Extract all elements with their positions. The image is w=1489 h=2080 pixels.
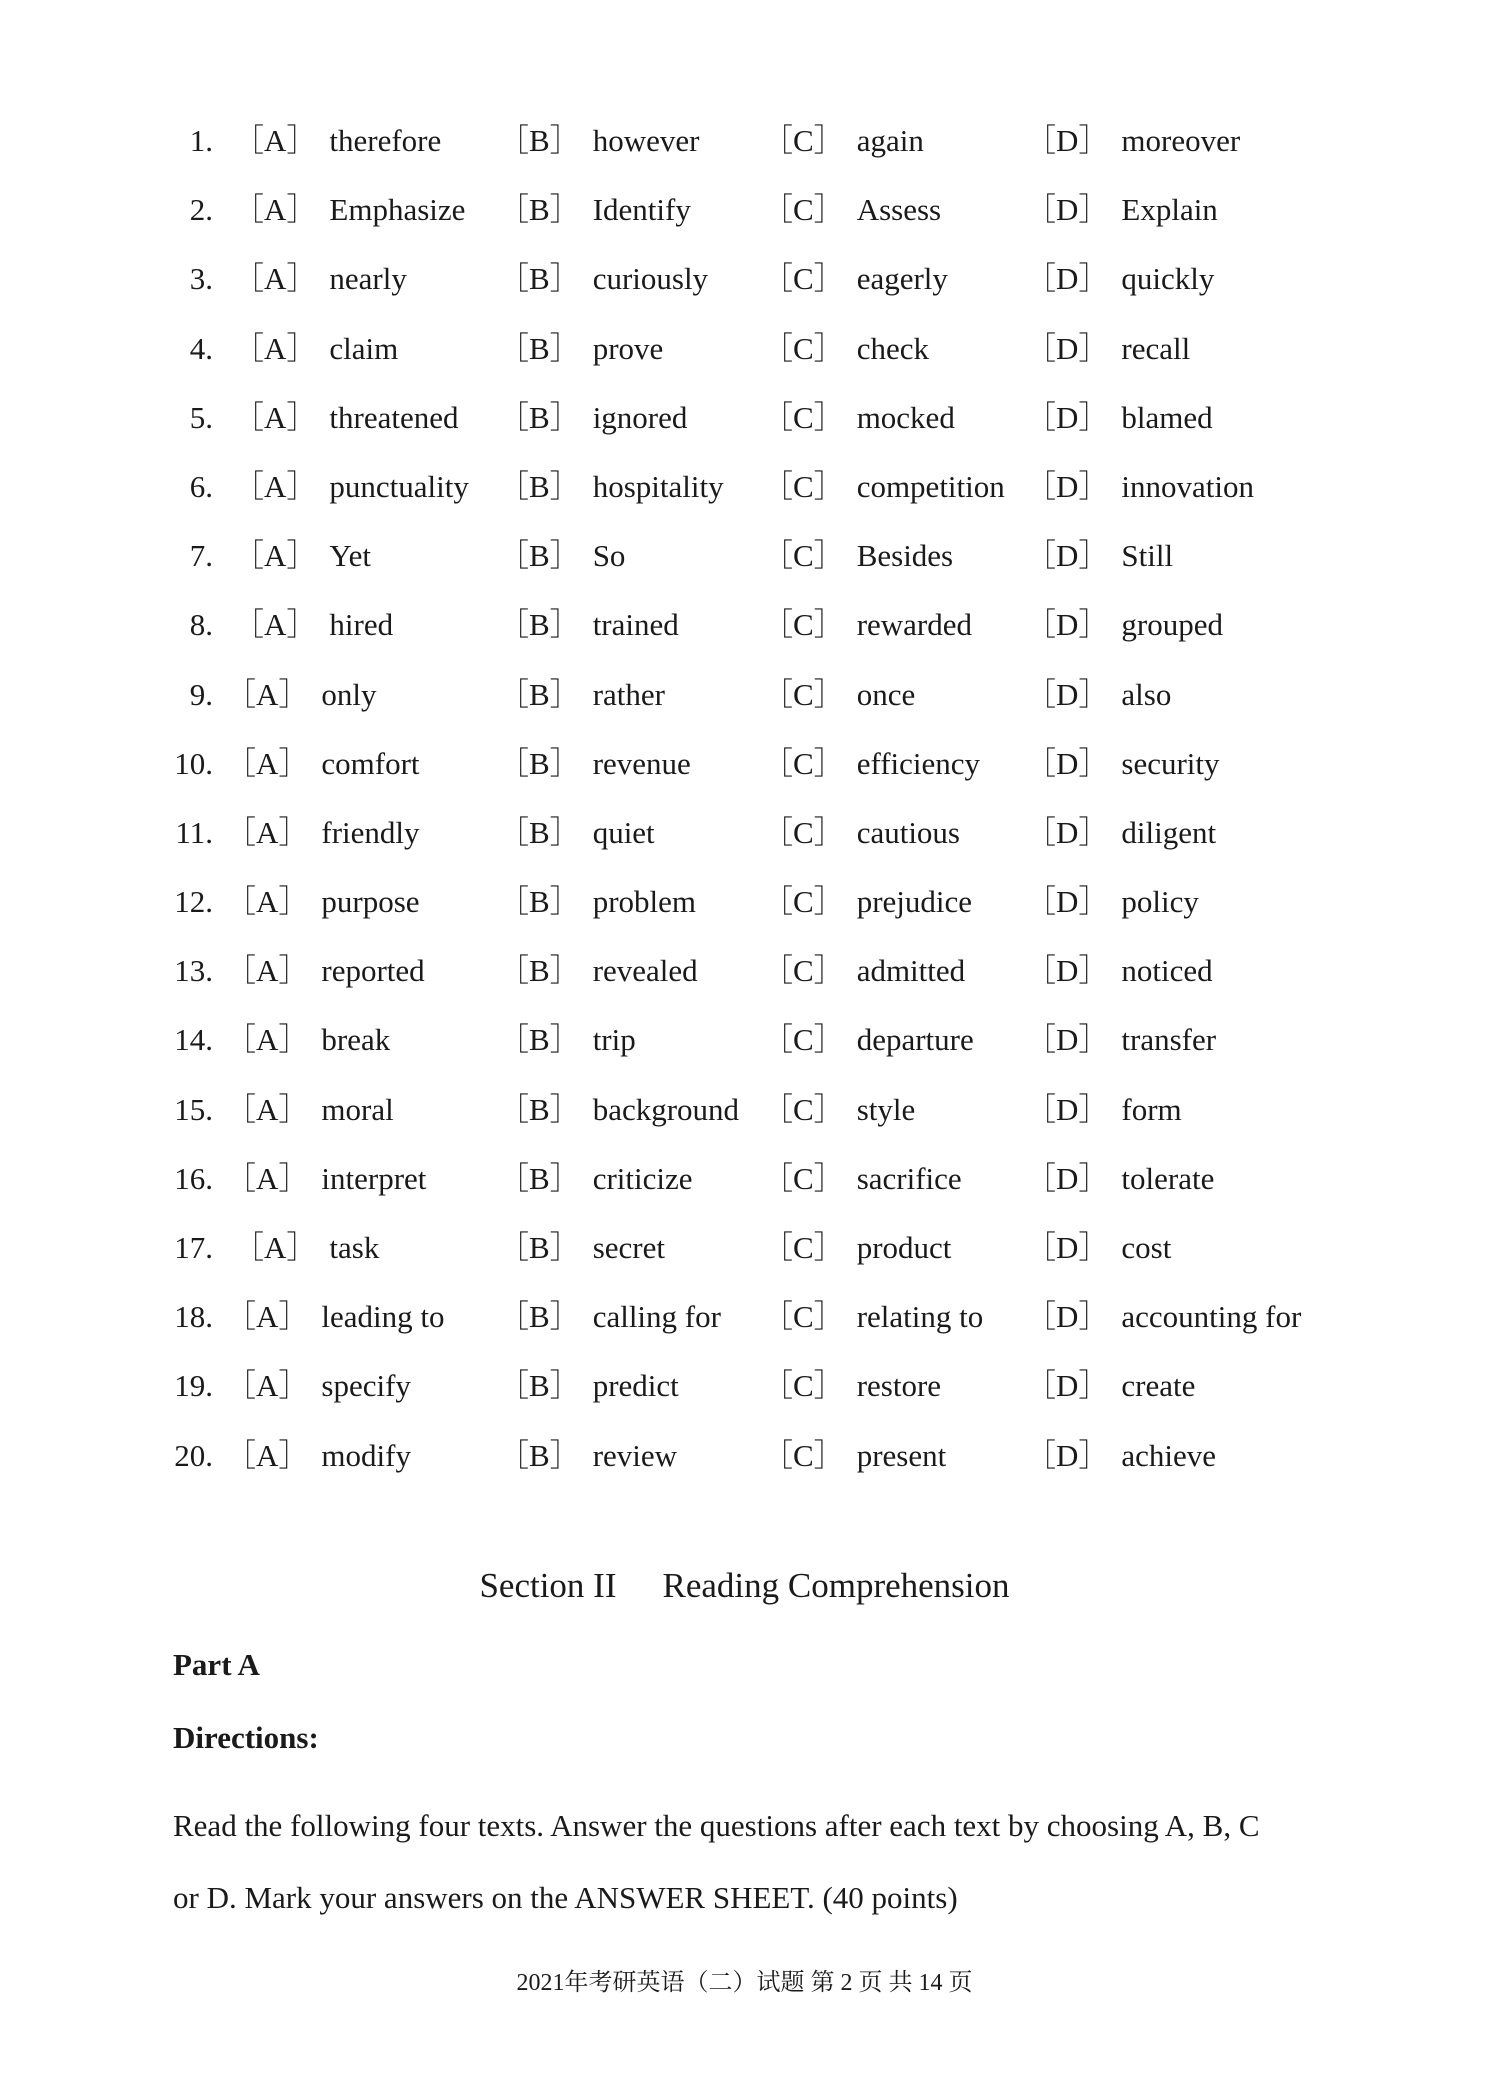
option-a [233, 182, 465, 237]
option-letter: ［C］ [762, 607, 845, 643]
option-text: friendly [321, 814, 420, 850]
option-letter: ［B］ [498, 192, 581, 228]
option-text: trained [592, 607, 679, 643]
option-letter: ［D］ [1025, 676, 1110, 712]
option-letter: ［B］ [498, 745, 581, 781]
option-a [225, 943, 425, 998]
option-text: hired [329, 607, 394, 643]
option-letter: ［A］ [233, 192, 318, 228]
option-text: curiously [592, 261, 709, 297]
option-letter: ［D］ [1025, 192, 1110, 228]
option-text: Explain [1121, 192, 1218, 228]
option-letter: ［C］ [762, 538, 845, 574]
option-text: therefore [329, 123, 442, 158]
question-number: 5. [189, 399, 213, 435]
option-text: quiet [592, 814, 655, 850]
question-row [0, 597, 1489, 666]
option-letter: ［B］ [498, 538, 581, 574]
question-row [0, 1082, 1489, 1151]
option-text: product [856, 1230, 952, 1265]
option-a [225, 805, 420, 860]
option-text: secret [592, 1230, 665, 1265]
option-text: comfort [321, 745, 420, 781]
option-text: mocked [856, 399, 955, 435]
option-a [225, 1428, 411, 1483]
option-text: style [856, 1091, 916, 1127]
option-text: efficiency [856, 745, 981, 781]
question-number: 12. [174, 884, 213, 920]
option-d [1025, 667, 1171, 722]
option-letter: ［D］ [1025, 884, 1110, 920]
option-letter: ［A］ [233, 261, 318, 297]
option-text: problem [592, 884, 696, 920]
option-letter: ［A］ [233, 607, 318, 643]
option-letter: ［C］ [762, 676, 845, 712]
section-label: Section II [479, 1566, 617, 1605]
option-a [225, 1151, 426, 1206]
option-text: rewarded [856, 607, 972, 643]
option-text: predict [592, 1368, 679, 1404]
option-letter: ［B］ [498, 468, 581, 504]
option-letter: ［B］ [498, 1368, 581, 1404]
option-letter: ［D］ [1025, 953, 1110, 989]
option-text: only [321, 676, 377, 712]
option-text: eagerly [856, 261, 948, 297]
option-text: however [592, 123, 700, 158]
section-name: Reading Comprehension [662, 1566, 1010, 1605]
option-text: quickly [1121, 261, 1215, 297]
option-text: revealed [592, 953, 698, 989]
option-text: tolerate [1121, 1160, 1215, 1196]
question-row [0, 1220, 1489, 1289]
option-letter: ［B］ [498, 123, 581, 158]
option-b [498, 667, 665, 722]
option-text: Identify [592, 192, 691, 228]
option-a [233, 390, 458, 445]
option-text: present [856, 1437, 947, 1473]
option-c [762, 459, 1005, 514]
question-number: 17. [174, 1230, 213, 1265]
directions-heading: Directions: [173, 1720, 319, 1755]
question-number: 15. [174, 1091, 213, 1127]
option-letter: ［A］ [225, 1368, 310, 1404]
option-c [762, 251, 948, 306]
option-c [762, 805, 960, 860]
option-c [762, 321, 929, 376]
option-text: break [321, 1022, 391, 1058]
option-text: policy [1121, 884, 1199, 920]
option-letter: ［C］ [762, 399, 845, 435]
option-c [762, 182, 941, 237]
option-letter: ［D］ [1025, 468, 1110, 504]
option-letter: ［D］ [1025, 1299, 1110, 1335]
option-letter: ［D］ [1025, 538, 1110, 574]
option-letter: ［D］ [1025, 1230, 1110, 1265]
option-a [233, 321, 398, 376]
option-text: prejudice [856, 884, 973, 920]
option-c [762, 1082, 915, 1137]
option-d [1025, 736, 1220, 791]
option-b [498, 182, 691, 237]
option-b [498, 528, 625, 583]
option-text: diligent [1121, 814, 1217, 850]
option-d [1025, 390, 1213, 445]
option-d [1025, 943, 1213, 998]
option-c [762, 667, 915, 722]
option-b [498, 1012, 636, 1067]
directions-line-1: Read the following four texts. Answer the questions after each text by choosing A, B, C [173, 1808, 1260, 1843]
option-letter: ［B］ [498, 1022, 581, 1058]
option-text: So [592, 538, 626, 574]
option-letter: ［B］ [498, 1160, 581, 1196]
option-letter: ［A］ [233, 399, 318, 435]
option-letter: ［A］ [233, 468, 318, 504]
option-letter: ［A］ [225, 1160, 310, 1196]
option-letter: ［A］ [225, 1022, 310, 1058]
part-heading: Part A [173, 1647, 260, 1682]
option-text: interpret [321, 1160, 427, 1196]
option-d [1025, 528, 1173, 583]
option-b [498, 597, 679, 652]
option-c [762, 113, 924, 168]
option-a [225, 1358, 411, 1413]
option-a [233, 597, 393, 652]
option-text: specify [321, 1368, 411, 1404]
option-d [1025, 597, 1223, 652]
option-letter: ［A］ [225, 1437, 310, 1473]
option-letter: ［B］ [498, 330, 581, 366]
question-row [0, 1012, 1489, 1081]
option-b [498, 390, 687, 445]
option-letter: ［D］ [1025, 261, 1110, 297]
option-letter: ［A］ [225, 676, 310, 712]
option-d [1025, 1358, 1195, 1413]
option-d [1025, 459, 1254, 514]
option-letter: ［C］ [762, 814, 845, 850]
option-text: relating to [856, 1299, 984, 1335]
option-b [498, 943, 698, 998]
option-a [225, 736, 420, 791]
question-row [0, 182, 1489, 251]
option-text: background [592, 1091, 740, 1127]
option-d [1025, 1289, 1301, 1344]
option-a [225, 667, 377, 722]
question-row [0, 1289, 1489, 1358]
option-d [1025, 1428, 1216, 1483]
option-b [498, 1358, 679, 1413]
option-d [1025, 182, 1218, 237]
option-letter: ［C］ [762, 330, 845, 366]
question-row [0, 528, 1489, 597]
option-a [233, 113, 441, 168]
question-number: 13. [174, 953, 213, 989]
question-row [0, 1151, 1489, 1220]
option-letter: ［D］ [1025, 1160, 1110, 1196]
option-letter: ［A］ [233, 123, 318, 158]
option-text: task [329, 1230, 380, 1265]
option-text: criticize [592, 1160, 693, 1196]
question-number: 4. [189, 330, 213, 366]
option-b [498, 1428, 677, 1483]
option-letter: ［B］ [498, 1437, 581, 1473]
option-a [233, 1220, 379, 1275]
question-row [0, 1358, 1489, 1427]
option-c [762, 943, 965, 998]
option-c [762, 874, 972, 929]
question-number: 11. [175, 814, 213, 850]
option-b [498, 874, 696, 929]
option-text: restore [856, 1368, 942, 1404]
option-text: purpose [321, 884, 420, 920]
option-b [498, 805, 655, 860]
option-c [762, 528, 953, 583]
question-row [0, 874, 1489, 943]
question-options-list [0, 113, 1489, 1497]
option-letter: ［A］ [233, 1230, 318, 1265]
option-text: leading to [321, 1299, 445, 1335]
option-letter: ［C］ [762, 884, 845, 920]
option-text: grouped [1121, 607, 1223, 643]
question-row [0, 736, 1489, 805]
option-text: also [1121, 676, 1172, 712]
option-text: sacrifice [856, 1160, 962, 1196]
option-text: achieve [1121, 1437, 1217, 1473]
option-c [762, 1012, 974, 1067]
option-b [498, 251, 708, 306]
option-c [762, 597, 972, 652]
question-number: 14. [174, 1022, 213, 1058]
option-text: threatened [329, 399, 459, 435]
option-text: prove [592, 330, 664, 366]
option-text: once [856, 676, 916, 712]
option-letter: ［C］ [762, 1368, 845, 1404]
option-c [762, 1220, 951, 1275]
option-letter: ［B］ [498, 953, 581, 989]
option-c [762, 1151, 962, 1206]
option-text: cautious [856, 814, 960, 850]
option-letter: ［D］ [1025, 814, 1110, 850]
option-text: create [1121, 1368, 1196, 1404]
question-row [0, 390, 1489, 459]
option-b [498, 1220, 665, 1275]
option-text: review [592, 1437, 678, 1473]
option-letter: ［A］ [225, 1299, 310, 1335]
option-a [225, 1012, 390, 1067]
option-text: noticed [1121, 953, 1213, 989]
option-letter: ［C］ [762, 1160, 845, 1196]
option-letter: ［C］ [762, 123, 845, 158]
question-number: 16. [174, 1160, 213, 1196]
option-letter: ［C］ [762, 261, 845, 297]
question-row [0, 321, 1489, 390]
option-d [1025, 1151, 1214, 1206]
option-text: hospitality [592, 468, 724, 504]
question-number: 19. [174, 1368, 213, 1404]
option-letter: ［D］ [1025, 1091, 1110, 1127]
option-letter: ［A］ [225, 953, 310, 989]
option-a [225, 874, 420, 929]
question-number: 6. [189, 468, 213, 504]
option-c [762, 1289, 983, 1344]
question-number: 3. [189, 261, 213, 297]
option-letter: ［B］ [498, 1299, 581, 1335]
option-letter: ［C］ [762, 192, 845, 228]
option-letter: ［B］ [498, 884, 581, 920]
option-letter: ［D］ [1025, 1437, 1110, 1473]
option-a [225, 1289, 445, 1344]
option-letter: ［A］ [225, 814, 310, 850]
option-b [498, 459, 724, 514]
option-text: ignored [592, 399, 688, 435]
option-letter: ［C］ [762, 953, 845, 989]
option-letter: ［A］ [225, 1091, 310, 1127]
option-letter: ［A］ [233, 538, 318, 574]
option-text: again [856, 123, 924, 158]
option-letter: ［D］ [1025, 399, 1110, 435]
question-number: 7. [189, 538, 213, 574]
option-text: Assess [856, 192, 942, 228]
option-letter: ［C］ [762, 1091, 845, 1127]
option-letter: ［B］ [498, 814, 581, 850]
option-text: moral [321, 1091, 394, 1127]
option-letter: ［D］ [1025, 1022, 1110, 1058]
option-letter: ［D］ [1025, 330, 1110, 366]
option-d [1025, 1012, 1216, 1067]
option-text: calling for [592, 1299, 721, 1335]
question-number: 8. [189, 607, 213, 643]
option-d [1025, 805, 1216, 860]
option-a [233, 251, 407, 306]
option-letter: ［A］ [225, 745, 310, 781]
option-text: claim [329, 330, 399, 366]
option-text: recall [1121, 330, 1191, 366]
option-letter: ［B］ [498, 1091, 581, 1127]
option-letter: ［B］ [498, 676, 581, 712]
option-letter: ［B］ [498, 607, 581, 643]
question-row [0, 805, 1489, 874]
option-letter: ［A］ [233, 330, 318, 366]
option-text: moreover [1121, 123, 1241, 158]
option-text: trip [592, 1022, 636, 1058]
option-a [225, 1082, 394, 1137]
option-text: reported [321, 953, 425, 989]
option-b [498, 321, 663, 376]
option-text: modify [321, 1437, 411, 1473]
option-letter: ［C］ [762, 1299, 845, 1335]
option-b [498, 1151, 693, 1206]
question-number: 10. [174, 745, 213, 781]
question-number: 9. [189, 676, 213, 712]
option-letter: ［D］ [1025, 607, 1110, 643]
option-d [1025, 321, 1190, 376]
option-text: nearly [329, 261, 407, 297]
option-letter: ［C］ [762, 1022, 845, 1058]
question-row [0, 943, 1489, 1012]
option-text: Besides [856, 538, 954, 574]
option-text: competition [856, 468, 1005, 504]
option-letter: ［B］ [498, 399, 581, 435]
option-text: punctuality [329, 468, 469, 504]
option-text: innovation [1121, 468, 1254, 504]
option-letter: ［A］ [225, 884, 310, 920]
option-text: admitted [856, 953, 966, 989]
option-text: accounting for [1121, 1299, 1302, 1335]
option-text: departure [856, 1022, 974, 1058]
option-letter: ［C］ [762, 1437, 845, 1473]
option-text: Yet [329, 538, 372, 574]
option-b [498, 736, 691, 791]
option-b [498, 1289, 721, 1344]
option-a [233, 528, 371, 583]
option-c [762, 736, 980, 791]
option-letter: ［D］ [1025, 123, 1110, 158]
section-title [0, 1566, 1489, 1606]
option-letter: ［D］ [1025, 745, 1110, 781]
option-text: transfer [1121, 1022, 1217, 1058]
option-text: blamed [1121, 399, 1213, 435]
option-letter: ［B］ [498, 261, 581, 297]
option-d [1025, 251, 1214, 306]
option-text: rather [592, 676, 665, 712]
option-c [762, 1428, 946, 1483]
option-text: form [1121, 1091, 1182, 1127]
page-footer: 2021年考研英语（二）试题 第 2 页 共 14 页 [516, 1970, 973, 1996]
question-number: 1. [189, 123, 213, 158]
option-letter: ［D］ [1025, 1368, 1110, 1404]
option-text: Still [1121, 538, 1174, 574]
option-letter: ［C］ [762, 745, 845, 781]
option-c [762, 390, 955, 445]
option-d [1025, 1220, 1171, 1275]
option-d [1025, 1082, 1182, 1137]
option-d [1025, 874, 1199, 929]
option-letter: ［C］ [762, 1230, 845, 1265]
option-letter: ［C］ [762, 468, 845, 504]
option-text: cost [1121, 1230, 1172, 1265]
option-b [498, 113, 699, 168]
option-text: Emphasize [329, 192, 466, 228]
option-text: revenue [592, 745, 691, 781]
option-b [498, 1082, 739, 1137]
question-number: 20. [174, 1437, 213, 1473]
option-a [233, 459, 469, 514]
question-row [0, 113, 1489, 182]
question-row [0, 1428, 1489, 1497]
option-c [762, 1358, 941, 1413]
option-d [1025, 113, 1240, 168]
option-letter: ［B］ [498, 1230, 581, 1265]
question-row [0, 251, 1489, 320]
directions-line-2: or D. Mark your answers on the ANSWER SHEET. (40 points) [173, 1880, 958, 1915]
question-row [0, 667, 1489, 736]
option-text: security [1121, 745, 1220, 781]
question-number: 2. [189, 192, 213, 228]
directions-text [173, 1790, 1333, 1934]
question-row [0, 459, 1489, 528]
option-text: check [856, 330, 929, 366]
question-number: 18. [174, 1299, 213, 1335]
